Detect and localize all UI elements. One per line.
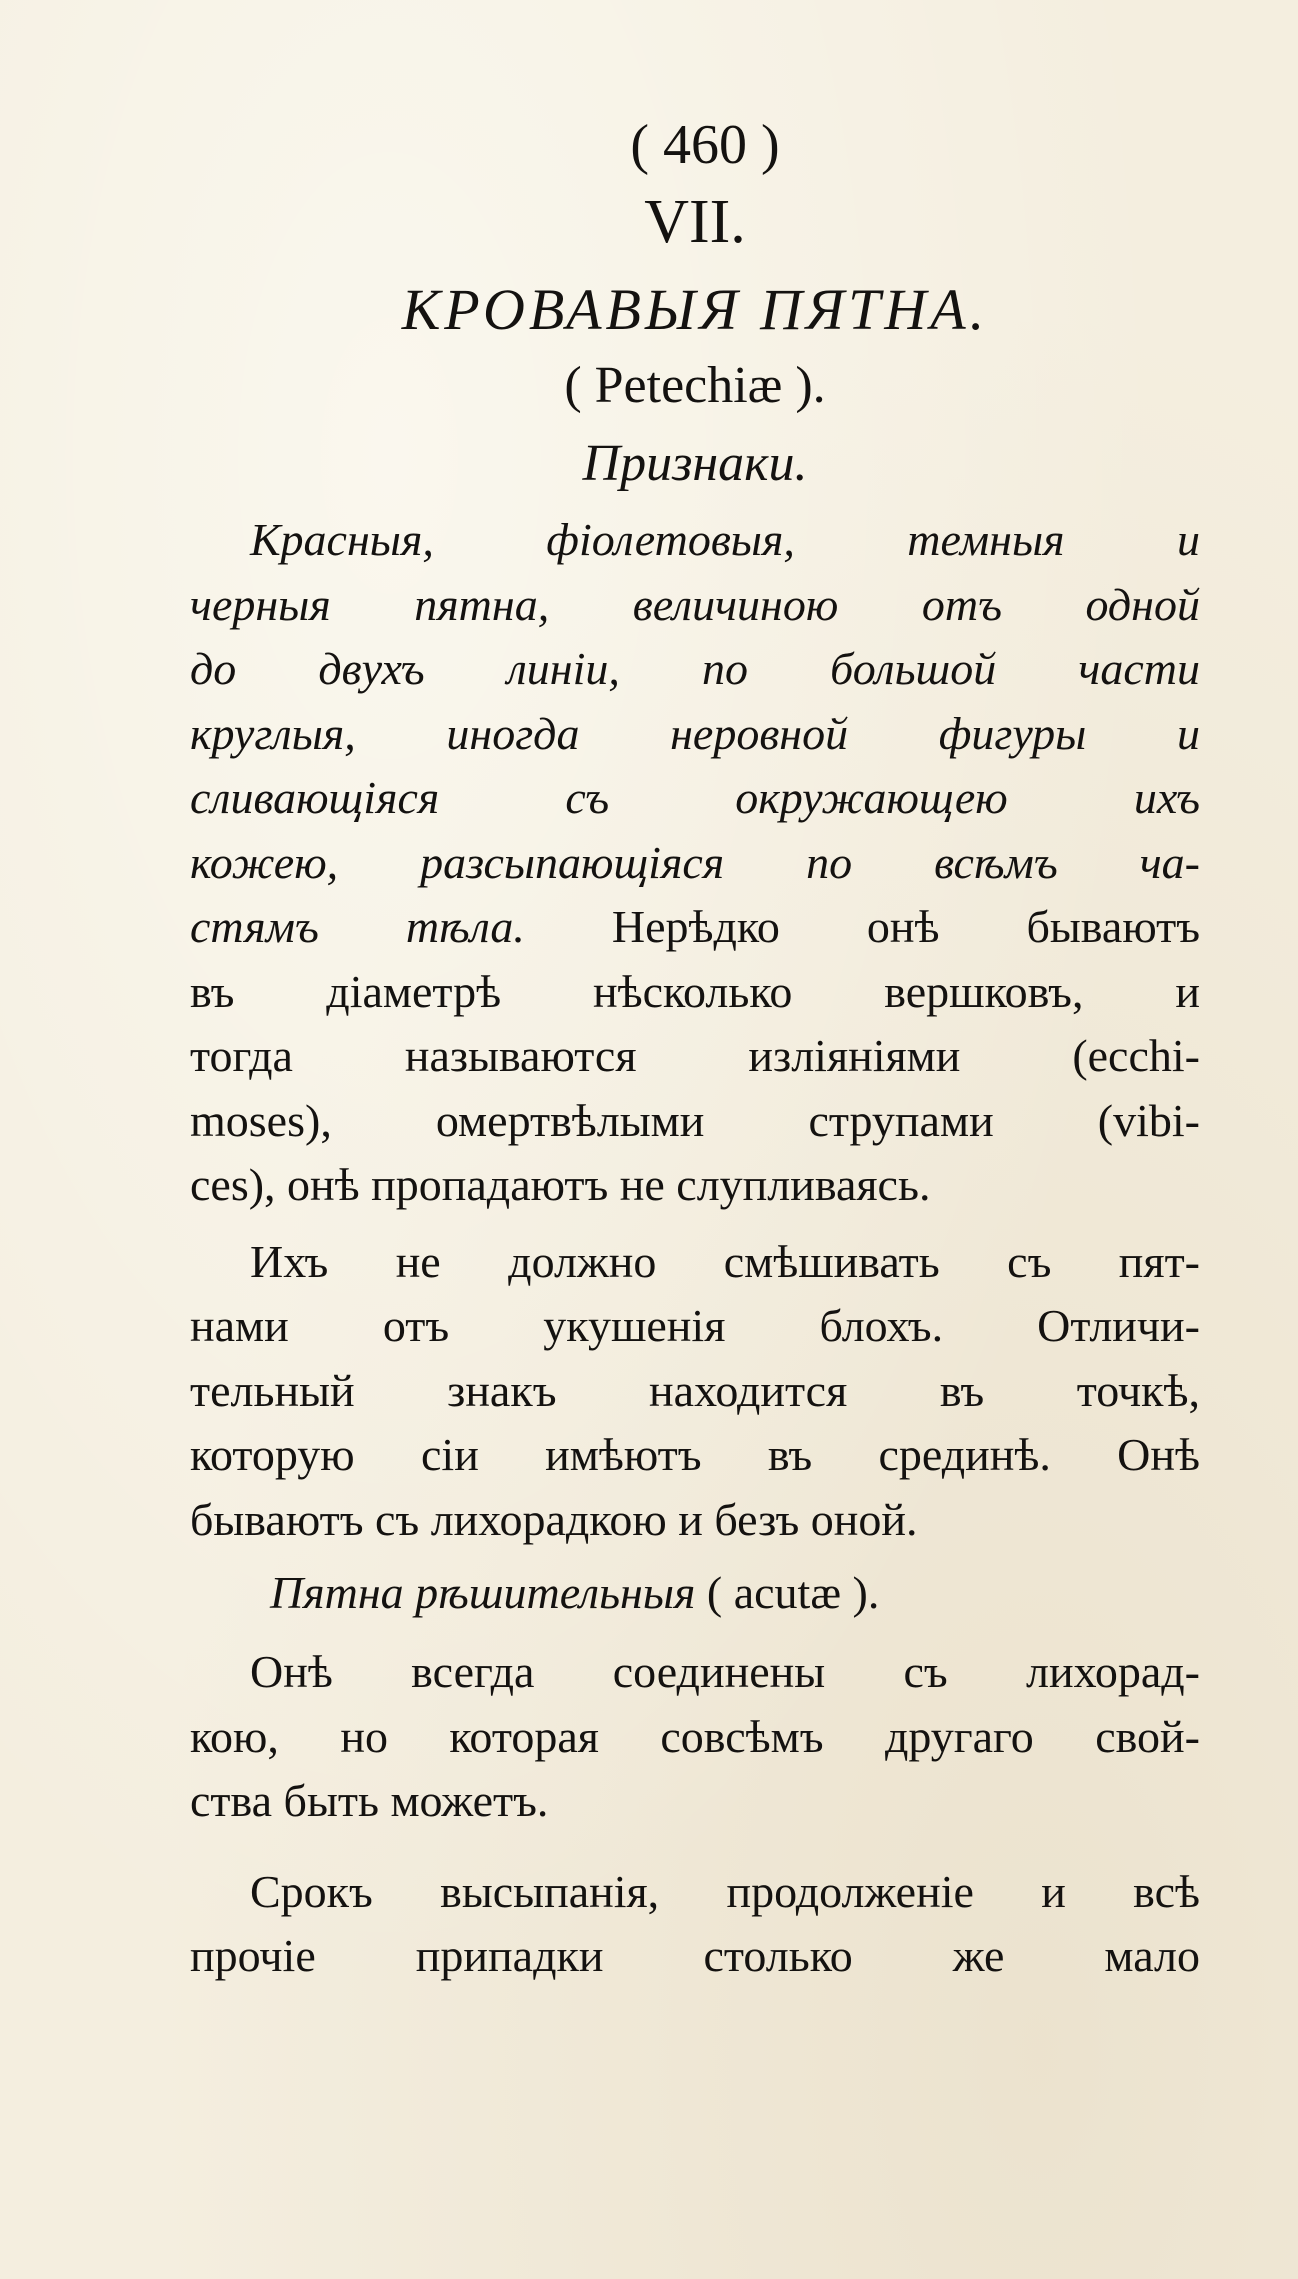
text-line: нами отъ укушенія блохъ. Отличи- bbox=[190, 1300, 1200, 1351]
section-number: VII. bbox=[644, 188, 746, 256]
text-line: до двухъ линіи, по большой части bbox=[190, 643, 1200, 694]
text-line: moses), омертвѣлыми струпами (vibi- bbox=[190, 1094, 1200, 1146]
text-line: тельный знакъ находится въ точкѣ, bbox=[190, 1364, 1200, 1416]
latin-title: ( Petechiæ ). bbox=[564, 357, 826, 414]
text-block bbox=[190, 110, 1200, 1989]
text-line: тогда называются изліяніями (ecchi- bbox=[190, 1030, 1200, 1081]
text-line-mixed bbox=[190, 895, 1200, 960]
text-line: Красныя, фіолетовыя, темныя и bbox=[250, 514, 1200, 565]
subheading-signs: Признаки. bbox=[582, 435, 808, 492]
text-line: круглыя, иногда неровной фигуры и bbox=[190, 707, 1200, 759]
text-line: Ихъ не должно смѣшивать съ пят- bbox=[250, 1235, 1200, 1287]
text-line: кою, но которая совсѣмъ другаго свой- bbox=[190, 1710, 1200, 1762]
paragraph-symptoms bbox=[190, 508, 1200, 1218]
text-line: черныя пятна, величиною отъ одной bbox=[190, 578, 1200, 630]
text-line: бываютъ съ лихорадкою и безъ оной. bbox=[190, 1493, 918, 1545]
text-line: кожею, разсыпающіяся по всѣмъ ча- bbox=[190, 836, 1200, 888]
chapter-title: КРОВАВЫЯ ПЯТНА. bbox=[401, 277, 989, 342]
text-line: ства быть можетъ. bbox=[190, 1775, 549, 1826]
paragraph-acute bbox=[190, 1640, 1200, 1834]
text-line: сливающіяся съ окружающею ихъ bbox=[190, 772, 1200, 823]
paragraph-course bbox=[190, 1860, 1200, 1989]
subsection-heading bbox=[190, 1558, 1200, 1628]
page-number: ( 460 ) bbox=[630, 114, 780, 176]
text-line: Срокъ высыпанія, продолженіе и всѣ bbox=[250, 1865, 1200, 1917]
text-segment-italic: стямъ тѣла. bbox=[190, 901, 525, 952]
paragraph-distinction bbox=[190, 1230, 1200, 1553]
text-segment-roman: Нерѣдко онѣ бываютъ bbox=[524, 901, 1200, 952]
text-line: ces), онѣ пропадаютъ не слупливаясь. bbox=[190, 1159, 931, 1210]
text-line: которую сіи имѣютъ въ срединѣ. Онѣ bbox=[190, 1429, 1200, 1480]
text-line: прочіе припадки столько же мало bbox=[190, 1930, 1200, 1981]
text-line: Онѣ всегда соединены съ лихорад- bbox=[250, 1646, 1200, 1697]
subsection-roman: ( acutæ ). bbox=[695, 1567, 880, 1618]
text-line: въ діаметрѣ нѣсколько вершковъ, и bbox=[190, 965, 1200, 1017]
subsection-italic: Пятна рѣшительныя bbox=[270, 1567, 696, 1618]
